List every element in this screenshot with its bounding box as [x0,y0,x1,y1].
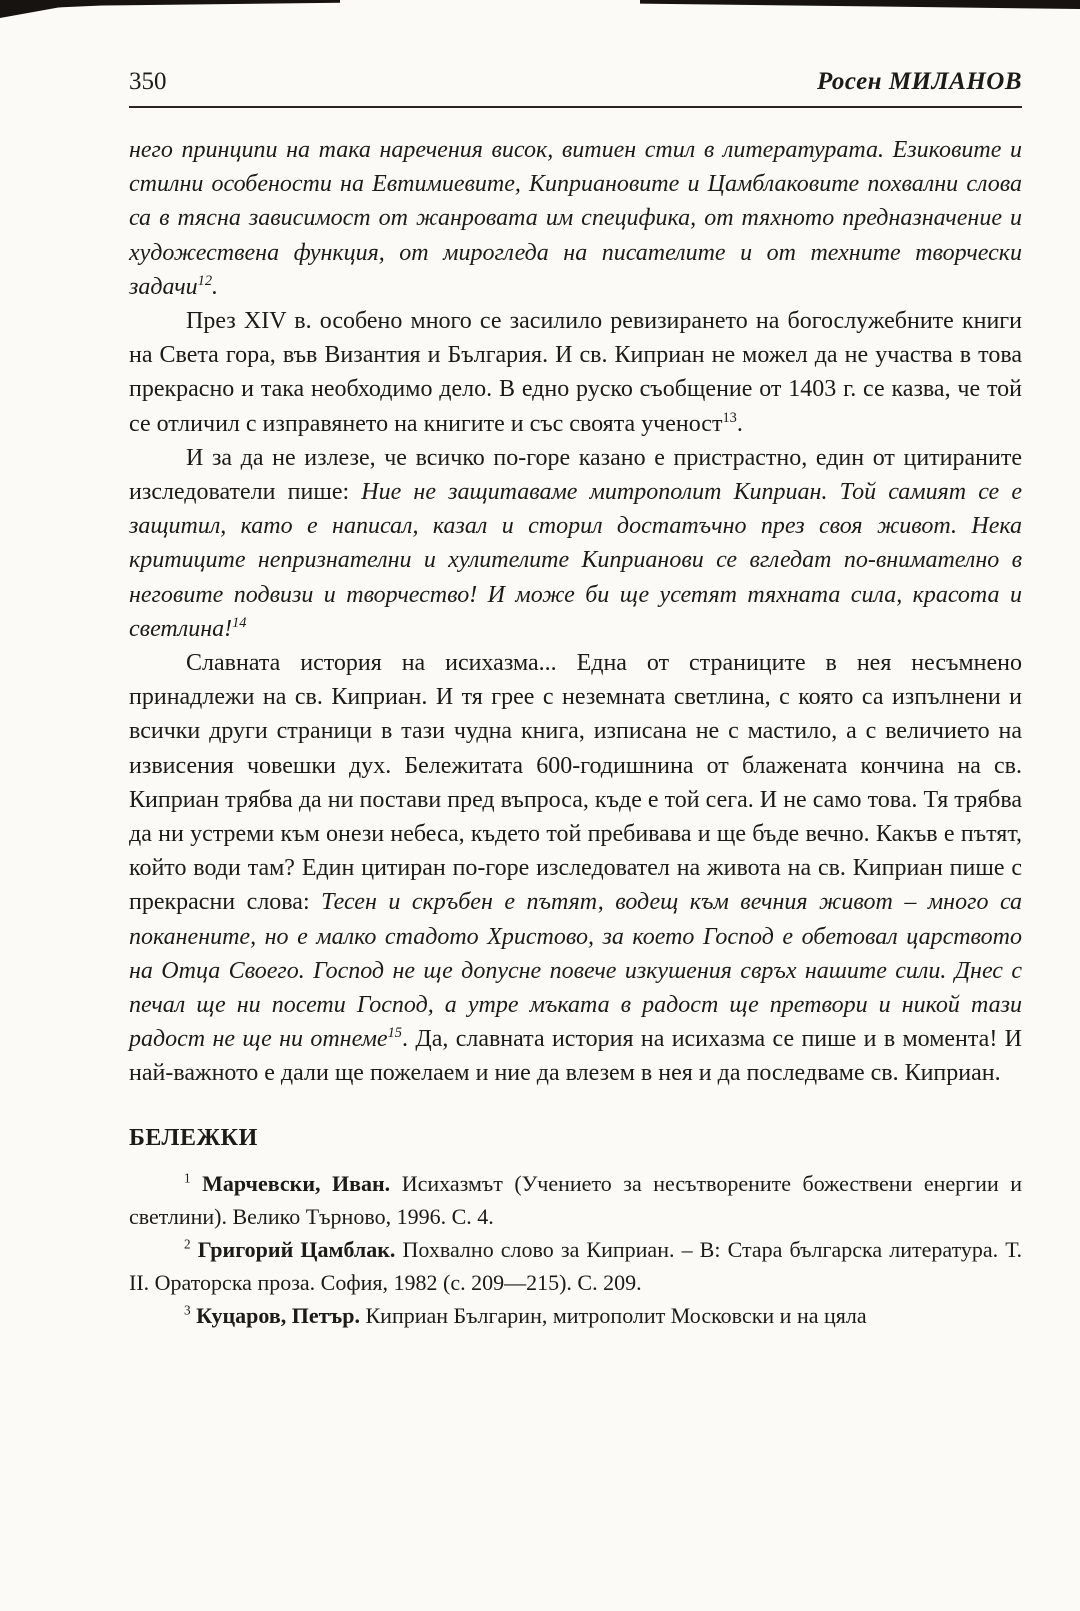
footnote-marker: 2 [184,1236,191,1252]
footnote [129,1233,1022,1299]
text-segment: . [212,273,219,300]
text-segment: Григорий Цамблак. [190,1236,396,1262]
footnote [129,1167,1022,1233]
scan-artifact [0,0,100,18]
body-text [129,133,1022,1091]
text-segment: . Да, славната история на исихазма се пише и в момента! И най-важното е дали ще пожелаем и ние да влезем в нея и да последваме св. Киприан. [129,1026,1023,1087]
text-segment: него принципи на така наречения висок, витиен стил в литературата. Езиковите и стилни особености на Евтимиевите, Киприановите и Цамблаковите похвални слова са в тясна зависимост от жанровата им специфика, от тяхното предназначение и художествена функция, от мирогледа на писателите и от техните творчески задачи [129,137,1022,300]
text-segment: Марчевски, Иван. [190,1170,391,1196]
text-segment: Куцаров, Петър. [190,1302,360,1328]
footnote-marker: 15 [387,1025,402,1042]
footnote-marker: 3 [184,1302,191,1318]
text-segment: Киприан Българин, митрополит Московски и на цяла [360,1302,867,1328]
footnote [129,1299,1022,1332]
paragraph-continuation [129,133,1022,304]
running-author: Росен МИЛАНОВ [816,68,1022,95]
page-number: 350 [129,68,167,95]
text-segment: . [736,410,743,437]
page-header [129,68,1022,96]
text-segment: Славната история на исихазма... Една от страниците в нея несъмнено принадлежи на св. Киприан. И тя грее с неземната светлина, с която са изпълнени и всички други страници в тази чудна книга, изписана не с мастило, а с величието на извисения човешки дух. Бележитата 600-годишнина от блажената кончина на св. Киприан трябва да ни постави пред въпроса, къде е той сега. И не само това. Тя трябва да ни устреми към онези небеса, където той пребивава и ще бъде вечно. Какъв е пътят, който води там? Един цитиран по-горе изследовател на живота на св. Киприан пише с прекрасни слова: [129,650,1022,916]
text-segment: И за да не излезе, че всичко по-горе казано е пристрастно, един от цитираните изследователи пише: [129,444,1022,506]
footnote-marker: 13 [722,409,737,426]
notes-heading: БЕЛЕЖКИ [129,1124,258,1151]
paragraph [129,304,1022,441]
header-rule [129,106,1022,108]
text-segment: През XIV в. особено много се засилило ревизирането на богослужебните книги на Света гора, във Византия и България. И св. Киприан не можел да не участва в това прекрасно и така необходимо дело. В едно руско съобщение от 1403 г. се казва, че той се отличил с изправянето на книгите и със своята ученост [129,308,1022,437]
scan-artifact [640,0,1080,9]
text-segment: Исихазмът (Учението за несътворените божествени енергии и светлини). Велико Търново, 1996. С. 4. [129,1170,1023,1229]
text-block [129,133,1022,1332]
text-segment: Ние не защитаваме митрополит Киприан. Той самият се е защитил, като е написал, казал и сторил достатъчно през своя живот. Нека критиците непризнателни и хулителите Киприанови се вгледат по-внимателно в неговите подвизи и творчество! И може би ще усетят тяхната сила, красота и светлина! [129,479,1022,642]
paragraph [129,646,1022,1091]
footnote-marker: 14 [232,614,247,631]
text-segment: Тесен и скръбен е пътят, водещ към вечния живот – много са поканените, но е малко стадото Христово, за което Господ е обетовал царството на Отца Своего. Господ не ще допусне повече изкушения свръх нашите сили. Днес с печал ще ни посети Господ, а утре мъката в радост ще претвори и никой тази радост не ще ни отнеме [129,889,1022,1053]
text-segment: Похвално слово за Киприан. – В: Стара българска литература. Т. II. Ораторска проза. София, 1982 (с. 209—215). С. 209. [129,1236,1023,1295]
footnote-marker: 12 [197,272,213,289]
footnote-marker: 1 [184,1170,191,1186]
notes-list [129,1167,1022,1332]
paragraph [129,441,1022,646]
